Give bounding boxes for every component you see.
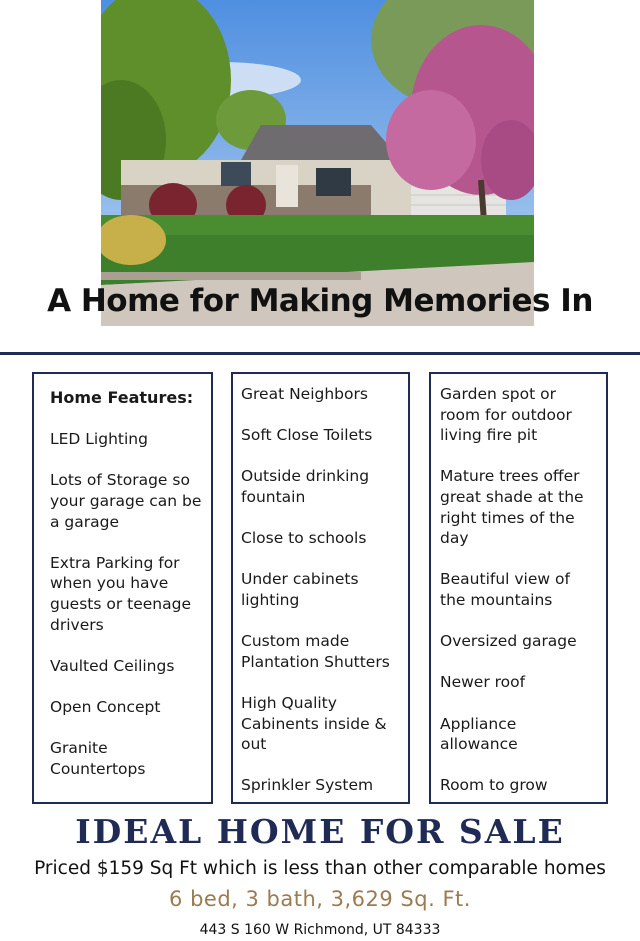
features-column-1: [32, 372, 213, 804]
feature-item: Newer roof: [440, 673, 526, 692]
feature-item: Great Neighbors: [241, 385, 368, 403]
feature-item: Appliance allowance: [440, 714, 518, 754]
feature-item: Under cabinets lighting: [241, 570, 359, 609]
specs-line: 6 bed, 3 bath, 3,629 Sq. Ft.: [169, 887, 471, 911]
features-column-2: [231, 372, 410, 804]
feature-item: Oversized garage: [440, 632, 577, 651]
feature-item: Garden spot or room for outdoor living fire pit: [440, 385, 572, 445]
feature-item: Mature trees offer great shade at the right times of the day: [440, 467, 584, 548]
feature-item: Extra Parking for when you have guests or teenage drivers: [50, 553, 191, 634]
feature-item: Beautiful view of the mountains: [440, 570, 570, 609]
feature-item: Sprinkler System: [241, 776, 374, 795]
features-column-3: [429, 372, 608, 804]
feature-item: Room to grow: [440, 776, 548, 795]
features-title: Home Features:: [50, 388, 194, 407]
feature-item: Soft Close Toilets: [241, 426, 373, 445]
house-photo: [101, 0, 534, 326]
sale-title: IDEAL HOME FOR SALE: [75, 812, 565, 851]
price-line: Priced $159 Sq Ft which is less than other comparable homes: [34, 858, 606, 879]
feature-item: Outside drinking fountain: [241, 467, 370, 506]
divider: [0, 352, 640, 355]
feature-item: Granite Countertops: [50, 739, 146, 778]
address: 443 S 160 W Richmond, UT 84333: [199, 922, 441, 938]
feature-item: Custom made Plantation Shutters: [241, 632, 390, 671]
feature-item: Close to schools: [241, 529, 367, 548]
feature-item: High Quality Cabinents inside & out: [241, 693, 387, 754]
feature-item: Open Concept: [50, 697, 161, 716]
feature-item: LED Lighting: [50, 430, 148, 449]
feature-item: Vaulted Ceilings: [50, 656, 175, 675]
feature-item: Lots of Storage so your garage can be a garage: [50, 471, 202, 531]
headline: A Home for Making Memories In: [47, 283, 593, 319]
